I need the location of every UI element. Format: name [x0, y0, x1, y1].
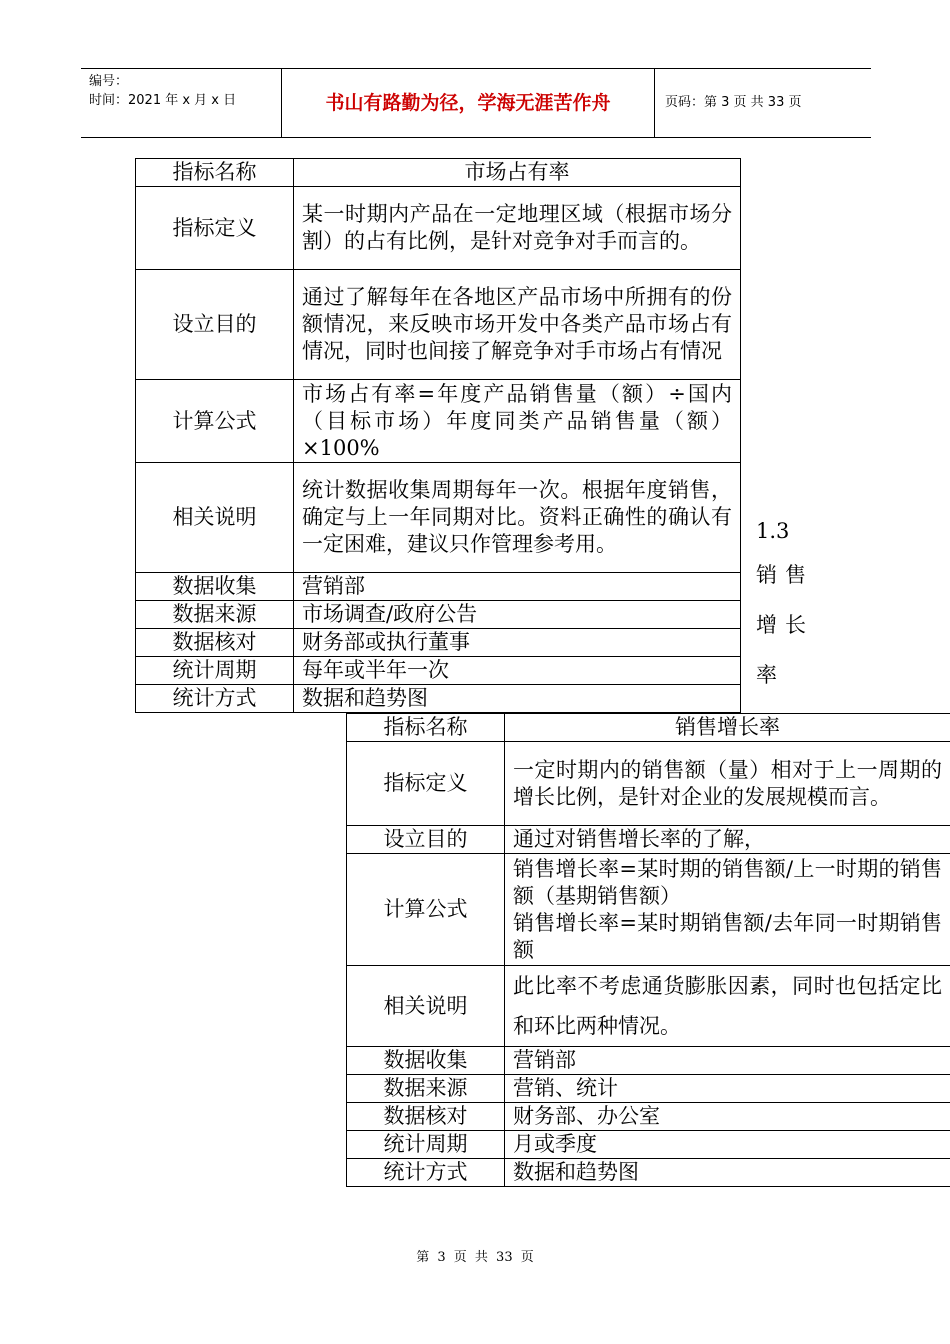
table-row [136, 463, 741, 573]
indicator-key: 设立目的 [136, 270, 294, 380]
indicator-value: 营销部 [505, 1047, 950, 1075]
section-number: 1.3 [756, 519, 790, 543]
indicator-value: 月或季度 [505, 1131, 950, 1159]
table-row [347, 826, 950, 854]
table-row [136, 601, 741, 629]
indicator-key: 相关说明 [347, 966, 505, 1047]
market-share-indicator-table [135, 158, 741, 713]
section-title-line: 率 [756, 663, 785, 687]
section-title-line: 增长 [756, 613, 814, 637]
indicator-value: 市场占有率=年度产品销售量（额）÷国内（目标市场）年度同类产品销售量（额）×100% [294, 380, 741, 463]
indicator-value: 通过了解每年在各地区产品市场中所拥有的份额情况，来反映市场开发中各类产品市场占有情况，同时也间接了解竞争对手市场占有情况 [294, 270, 741, 380]
indicator-key: 数据收集 [347, 1047, 505, 1075]
table-row [136, 159, 741, 187]
indicator-value: 数据和趋势图 [505, 1159, 950, 1187]
table-row [136, 685, 741, 713]
table-row [136, 380, 741, 463]
table-row [347, 1159, 950, 1187]
indicator-key: 指标名称 [347, 714, 505, 742]
sales-growth-indicator-table [346, 713, 950, 1187]
indicator-key: 数据来源 [136, 601, 294, 629]
section-title-line: 销售 [756, 563, 814, 587]
table-row [136, 573, 741, 601]
indicator-value: 通过对销售增长率的了解， [505, 826, 950, 854]
formula-line: 销售增长率=某时期的销售额/上一时期的销售额（基期销售额） [513, 856, 942, 908]
header-page-info: 页码：第 3 页 共 33 页 [665, 95, 802, 110]
indicator-value: 数据和趋势图 [294, 685, 741, 713]
indicator-key: 数据核对 [136, 629, 294, 657]
header-motto: 书山有路勤为径，学海无涯苦作舟 [282, 69, 655, 137]
indicator-value: 每年或半年一次 [294, 657, 741, 685]
table-row [347, 966, 950, 1047]
table-row [136, 270, 741, 380]
section-heading [756, 512, 816, 700]
table-row [347, 1047, 950, 1075]
indicator-value: 营销、统计 [505, 1075, 950, 1103]
indicator-key: 指标定义 [136, 187, 294, 270]
page-header [81, 68, 871, 138]
indicator-key: 数据收集 [136, 573, 294, 601]
indicator-value: 销售增长率 [505, 714, 950, 742]
indicator-key: 计算公式 [136, 380, 294, 463]
table-row [347, 742, 950, 826]
table-row [136, 657, 741, 685]
formula-line: 销售增长率=某时期销售额/去年同一时期销售额 [513, 910, 942, 962]
indicator-key: 计算公式 [347, 854, 505, 966]
indicator-key: 统计周期 [136, 657, 294, 685]
indicator-value: 此比率不考虑通货膨胀因素，同时也包括定比和环比两种情况。 [505, 966, 950, 1047]
indicator-key: 相关说明 [136, 463, 294, 573]
indicator-key: 数据来源 [347, 1075, 505, 1103]
indicator-value: 营销部 [294, 573, 741, 601]
indicator-value: 统计数据收集周期每年一次。根据年度销售，确定与上一年同期对比。资料正确性的确认有一定困难，建议只作管理参考用。 [294, 463, 741, 573]
indicator-key: 统计方式 [136, 685, 294, 713]
indicator-value: 一定时期内的销售额（量）相对于上一周期的增长比例，是针对企业的发展规模而言。 [505, 742, 950, 826]
table-row [347, 854, 950, 966]
indicator-value [505, 854, 950, 966]
table-row [347, 1103, 950, 1131]
page-footer: 第 3 页 共 33 页 [416, 1250, 534, 1265]
document-date-label: 时间：2021 年 x 月 x 日 [89, 93, 237, 108]
indicator-key: 指标名称 [136, 159, 294, 187]
indicator-key: 指标定义 [347, 742, 505, 826]
indicator-value: 财务部、办公室 [505, 1103, 950, 1131]
indicator-value: 财务部或执行董事 [294, 629, 741, 657]
indicator-value: 市场调查/政府公告 [294, 601, 741, 629]
indicator-key: 统计周期 [347, 1131, 505, 1159]
indicator-value: 某一时期内产品在一定地理区域（根据市场分割）的占有比例，是针对竞争对手而言的。 [294, 187, 741, 270]
indicator-key: 数据核对 [347, 1103, 505, 1131]
indicator-key: 统计方式 [347, 1159, 505, 1187]
indicator-key: 设立目的 [347, 826, 505, 854]
table-row [347, 1075, 950, 1103]
document-number-label: 编号： [89, 74, 129, 89]
header-meta-cell [81, 69, 282, 137]
table-row [347, 1131, 950, 1159]
table-row [347, 714, 950, 742]
table-row [136, 187, 741, 270]
table-row [136, 629, 741, 657]
indicator-value: 市场占有率 [294, 159, 741, 187]
